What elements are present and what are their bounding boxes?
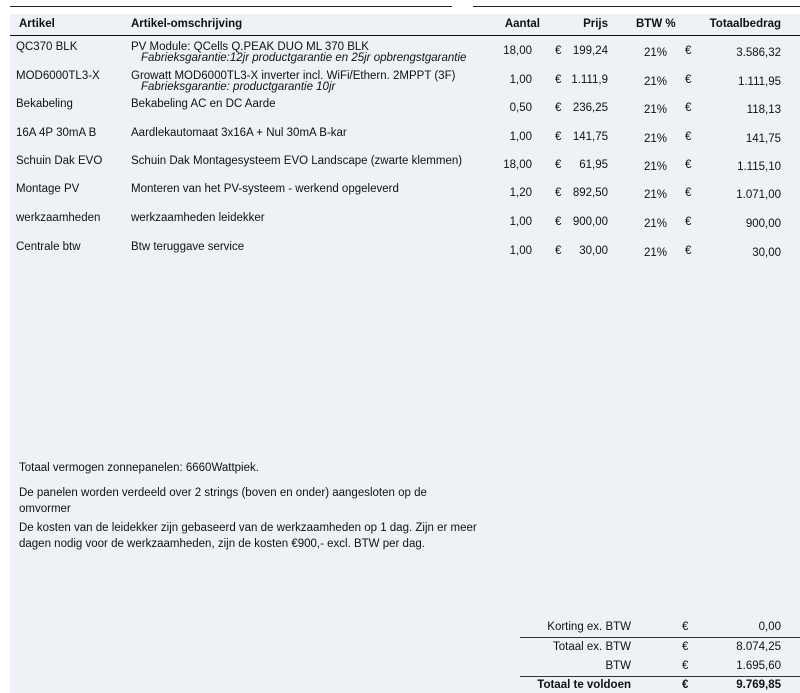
item-price: 141,75 <box>572 131 608 143</box>
item-description: Schuin Dak Montagesysteem EVO Landscape (zwarte klemmen) <box>131 155 463 167</box>
item-price-currency: € <box>555 131 562 143</box>
totals-rule-2 <box>520 676 800 677</box>
grand-total-value: 9.769,85 <box>736 679 781 691</box>
item-total-currency: € <box>685 45 692 57</box>
item-description: PV Module: QCells Q.PEAK DUO ML 370 BLK <box>131 41 369 53</box>
item-article: Centrale btw <box>16 241 81 253</box>
item-price-currency: € <box>555 159 562 171</box>
item-total: 1.115,10 <box>737 161 781 173</box>
item-vat: 21% <box>644 133 668 145</box>
header-price: Prijs <box>583 18 608 30</box>
item-vat: 21% <box>644 76 668 88</box>
item-article: 16A 4P 30mA B <box>16 127 97 139</box>
item-total: 900,00 <box>745 218 781 230</box>
item-price-currency: € <box>555 216 562 228</box>
item-qty: 1,00 <box>509 245 532 257</box>
item-total-currency: € <box>685 131 692 143</box>
header-description: Artikel-omschrijving <box>131 18 243 30</box>
item-description: Growatt MOD6000TL3-X inverter incl. WiFi/Ethern. 2MPPT (3F) <box>131 70 456 82</box>
item-price: 199,24 <box>572 45 608 57</box>
item-article: Montage PV <box>16 183 80 195</box>
item-warranty: Fabrieksgarantie:12jr productgarantie en 25jr opbrengstgarantie <box>141 52 467 64</box>
item-price-currency: € <box>555 102 562 114</box>
item-price: 1.111,9 <box>571 74 608 86</box>
item-total-currency: € <box>685 74 692 86</box>
vat-label: BTW <box>605 660 631 672</box>
item-qty: 0,50 <box>509 102 532 114</box>
item-total-currency: € <box>685 102 692 114</box>
item-warranty: Fabrieksgarantie: productgarantie 10jr <box>141 81 336 93</box>
top-rule-left <box>10 6 452 7</box>
item-qty: 18,00 <box>503 45 532 57</box>
item-article: werkzaamheden <box>16 212 101 224</box>
item-total-currency: € <box>685 245 692 257</box>
item-total: 118,13 <box>746 104 781 116</box>
item-total: 141,75 <box>745 133 781 145</box>
item-description: werkzaamheden leidekker <box>131 212 265 224</box>
item-price-currency: € <box>555 245 562 257</box>
item-vat: 21% <box>644 161 668 173</box>
item-article: QC370 BLK <box>16 41 78 53</box>
vat-value: 1.695,60 <box>736 660 781 672</box>
item-price-currency: € <box>555 45 562 57</box>
totals-rule-1 <box>520 637 800 638</box>
item-total-currency: € <box>685 159 692 171</box>
item-article: Schuin Dak EVO <box>16 155 103 167</box>
header-vat: BTW % <box>636 18 676 30</box>
item-article: MOD6000TL3-X <box>16 70 100 82</box>
item-description: Aardlekautomaat 3x16A + Nul 30mA B-kar <box>131 127 347 139</box>
item-price: 61,95 <box>579 159 608 171</box>
item-description: Bekabeling AC en DC Aarde <box>131 98 276 110</box>
header-rule <box>10 35 800 36</box>
header-total: Totaalbedrag <box>709 18 781 30</box>
item-qty: 1,00 <box>509 216 532 228</box>
top-rule-right <box>473 6 800 7</box>
note-strings: De panelen worden verdeeld over 2 strings (boven en onder) aangesloten op de omvormer <box>19 487 427 515</box>
grand-total-label: Totaal te voldoen <box>537 679 631 691</box>
item-vat: 21% <box>644 47 668 59</box>
item-qty: 1,00 <box>509 131 532 143</box>
item-total: 1.111,95 <box>737 76 781 88</box>
item-description: Btw teruggave service <box>131 241 245 253</box>
note-roofer: De kosten van de leidekker zijn gebaseerd van de werkzaamheden op 1 dag. Zijn er meer dagen nodig voor de werkzaamheden, zijn de kosten €900,- excl. BTW per dag. <box>19 522 477 550</box>
item-price: 30,00 <box>579 245 608 257</box>
item-price-currency: € <box>555 74 562 86</box>
item-price: 900,00 <box>572 216 608 228</box>
header-qty: Aantal <box>504 18 540 30</box>
discount-label: Korting ex. BTW <box>547 621 631 633</box>
subtotal-label: Totaal ex. BTW <box>553 641 631 653</box>
item-total: 30,00 <box>752 247 781 259</box>
header-article: Artikel <box>19 18 55 30</box>
item-price-currency: € <box>555 187 562 199</box>
item-price: 892,50 <box>572 187 608 199</box>
item-total-currency: € <box>685 216 692 228</box>
currency-symbol: € <box>682 679 689 691</box>
item-vat: 21% <box>644 104 668 116</box>
item-vat: 21% <box>644 189 668 201</box>
item-total: 3.586,32 <box>736 47 781 59</box>
item-vat: 21% <box>644 247 668 259</box>
item-total-currency: € <box>685 187 692 199</box>
invoice-panel <box>10 14 800 693</box>
item-description: Monteren van het PV-systeem - werkend opgeleverd <box>131 183 399 195</box>
item-qty: 1,20 <box>509 187 532 199</box>
currency-symbol: € <box>682 660 689 672</box>
currency-symbol: € <box>682 621 689 633</box>
note-power: Totaal vermogen zonnepanelen: 6660Wattpiek. <box>19 462 259 474</box>
currency-symbol: € <box>682 641 689 653</box>
item-article: Bekabeling <box>16 98 73 110</box>
item-qty: 18,00 <box>503 159 532 171</box>
discount-value: 0,00 <box>758 621 781 633</box>
item-qty: 1,00 <box>509 74 532 86</box>
subtotal-value: 8.074,25 <box>736 641 781 653</box>
item-vat: 21% <box>644 218 668 230</box>
item-price: 236,25 <box>572 102 608 114</box>
item-total: 1.071,00 <box>736 189 781 201</box>
